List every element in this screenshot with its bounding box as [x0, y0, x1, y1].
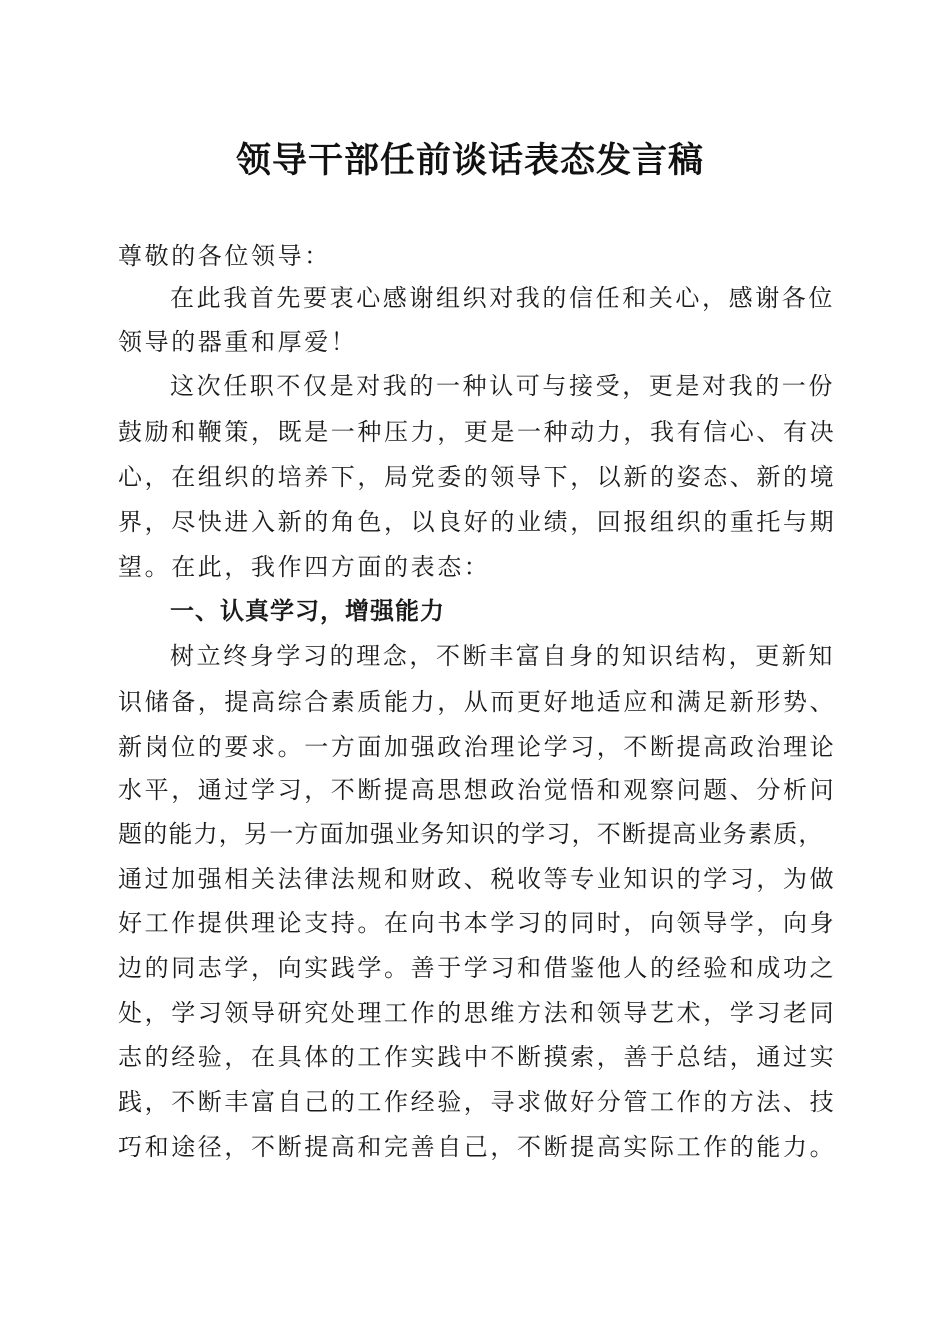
- section-1-line: 巧和途径，不断提高和完善自己，不断提高实际工作的能力。: [118, 1133, 837, 1161]
- section-1-line: 通过加强相关法律法规和财政、税收等专业知识的学习，为做: [118, 865, 837, 893]
- paragraph-2-line: 这次任职不仅是对我的一种认可与接受，更是对我的一份: [170, 372, 835, 400]
- paragraph-1-line: 领导的器重和厚爱！: [118, 328, 358, 356]
- section-1-line: 新岗位的要求。一方面加强政治理论学习，不断提高政治理论: [118, 733, 837, 761]
- paragraph-2-line: 鼓励和鞭策，既是一种压力，更是一种动力，我有信心、有决: [118, 418, 837, 446]
- document-title: 领导干部任前谈话表态发言稿: [235, 140, 704, 181]
- section-1-line: 处，学习领导研究处理工作的思维方法和领导艺术，学习老同: [118, 999, 837, 1027]
- paragraph-1-line: 在此我首先要衷心感谢组织对我的信任和关心，感谢各位: [170, 284, 835, 312]
- section-1-line: 水平，通过学习，不断提高思想政治觉悟和观察问题、分析问: [118, 776, 837, 804]
- section-1-heading: 一、认真学习，增强能力: [170, 597, 445, 625]
- section-1-line: 树立终身学习的理念，不断丰富自身的知识结构，更新知: [170, 642, 835, 670]
- section-1-line: 识储备，提高综合素质能力，从而更好地适应和满足新形势、: [118, 688, 837, 716]
- section-1-line: 题的能力，另一方面加强业务知识的学习，不断提高业务素质，: [118, 820, 824, 848]
- paragraph-2-line: 心，在组织的培养下，局党委的领导下，以新的姿态、新的境: [118, 463, 837, 491]
- section-1-line: 边的同志学，向实践学。善于学习和借鉴他人的经验和成功之: [118, 954, 837, 982]
- section-1-line: 践，不断丰富自己的工作经验，寻求做好分管工作的方法、技: [118, 1088, 837, 1116]
- paragraph-2-line: 界，尽快进入新的角色，以良好的业绩，回报组织的重托与期: [118, 508, 837, 536]
- section-1-line: 好工作提供理论支持。在向书本学习的同时，向领导学，向身: [118, 909, 837, 937]
- salutation: 尊敬的各位领导：: [118, 242, 331, 270]
- section-1-line: 志的经验，在具体的工作实践中不断摸索，善于总结，通过实: [118, 1043, 837, 1071]
- paragraph-2-line: 望。在此，我作四方面的表态：: [118, 553, 491, 581]
